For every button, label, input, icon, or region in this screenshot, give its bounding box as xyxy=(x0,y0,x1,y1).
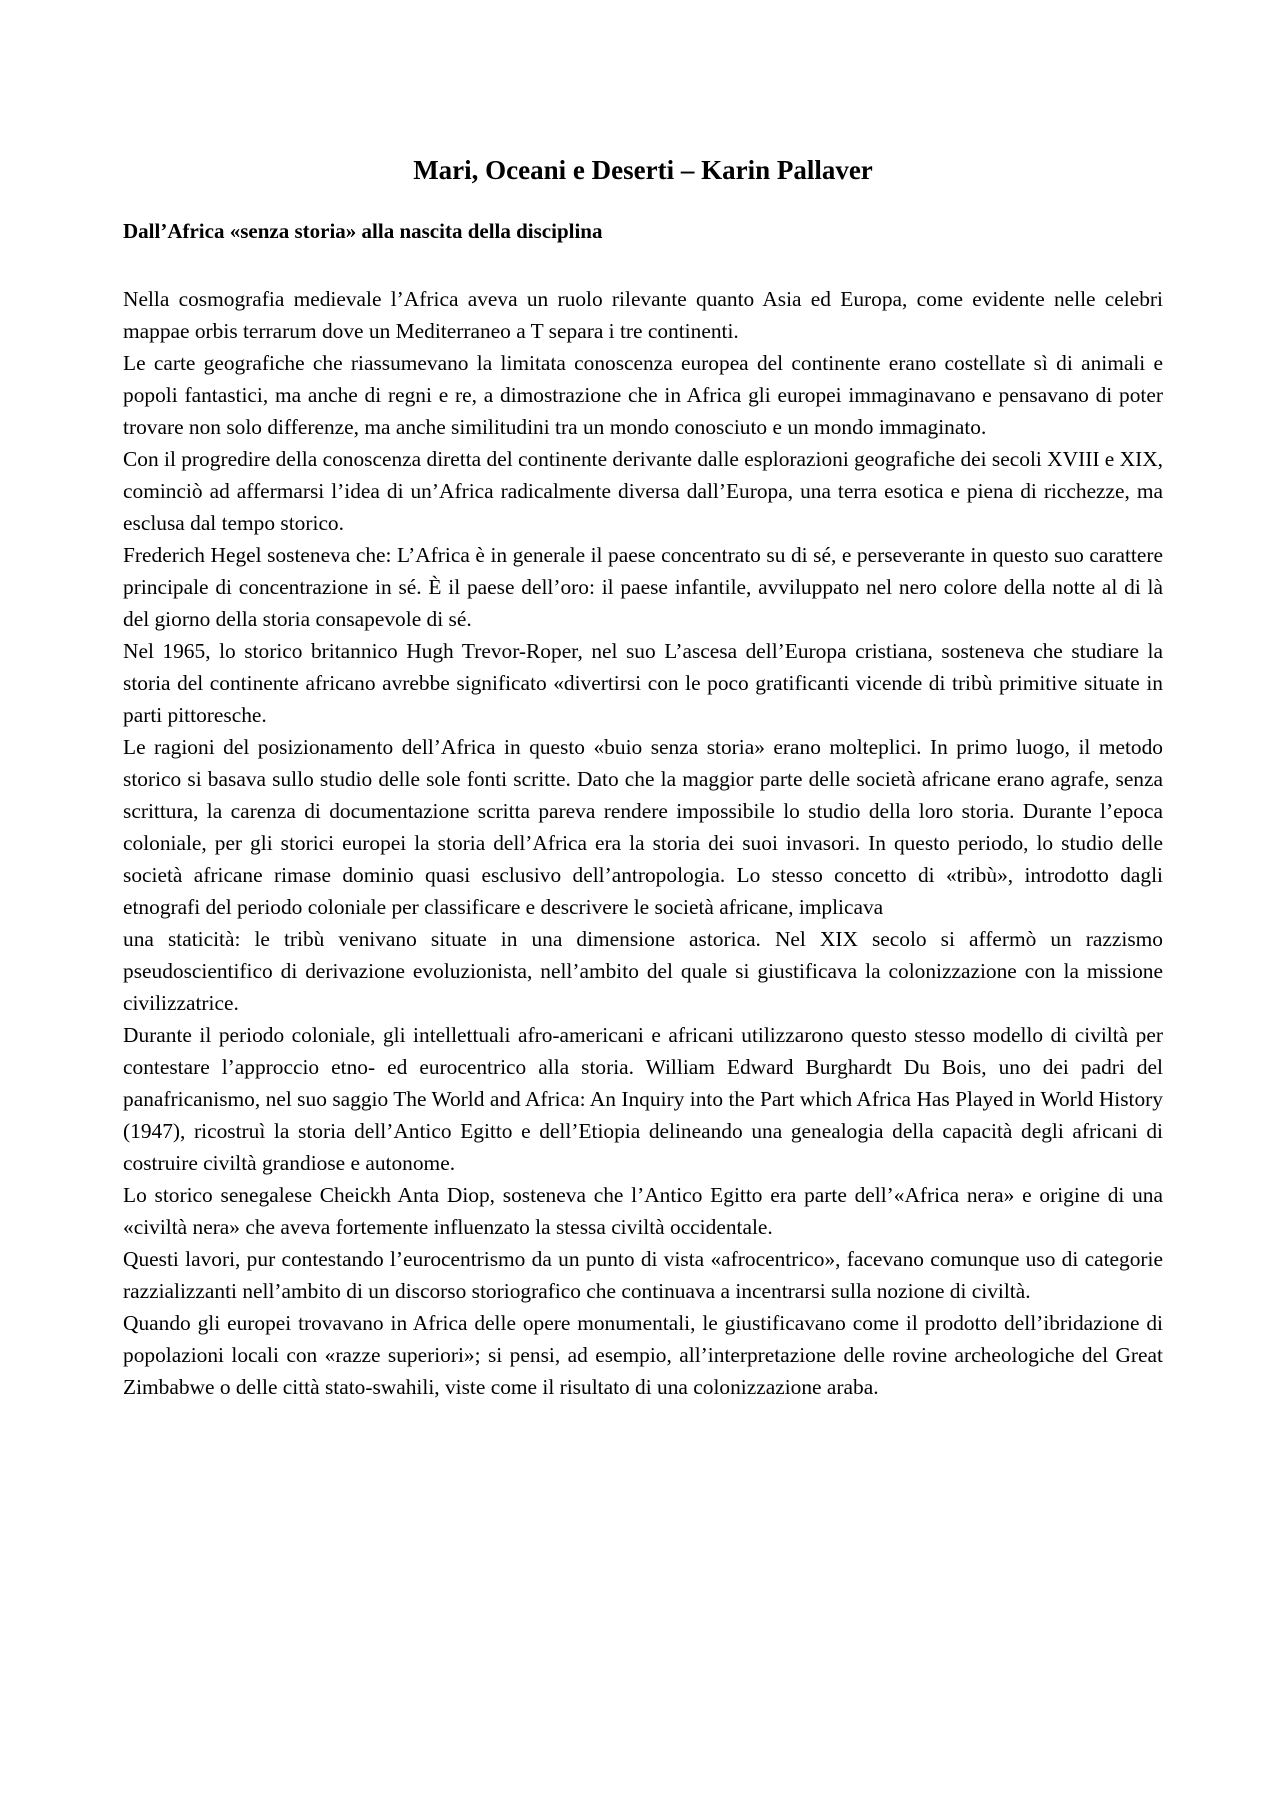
paragraph: Lo storico senegalese Cheickh Anta Diop, sosteneva che l’Antico Egitto era parte dell’«Africa nera» e origine di una «civiltà nera» che aveva fortemente influenzato la stessa civiltà occidentale. xyxy=(123,1183,1163,1239)
section-heading: Dall’Africa «senza storia» alla nascita della disciplina xyxy=(123,219,603,243)
paragraph: Con il progredire della conoscenza diretta del continente derivante dalle esplorazioni geografiche dei secoli XVIII e XIX, cominciò ad affermarsi l’idea di un’Africa radicalmente diversa dall’Europa, una terra esotica e piena di ricchezze, ma esclusa dal tempo storico. xyxy=(123,447,1163,535)
paragraph: Le ragioni del posizionamento dell’Africa in questo «buio senza storia» erano molteplici. In primo luogo, il metodo storico si basava sullo studio delle sole fonti scritte. Dato che la maggior parte delle società africane erano agrafe, senza scrittura, la carenza di documentazione scritta pareva rendere impossibile lo studio della loro storia. Durante l’epoca coloniale, per gli storici europei la storia dell’Africa era la storia dei suoi invasori. In questo periodo, lo studio delle società africane rimase dominio quasi esclusivo dell’antropologia. Lo stesso concetto di «tribù», introdotto dagli etnografi del periodo coloniale per classificare e descrivere le società africane, implicava xyxy=(123,735,1163,919)
body-text xyxy=(123,283,1163,1403)
document-page xyxy=(123,150,1163,1403)
paragraph: Nel 1965, lo storico britannico Hugh Trevor-Roper, nel suo L’ascesa dell’Europa cristiana, sosteneva che studiare la storia del continente africano avrebbe significato «divertirsi con le poco gratificanti vicende di tribù primitive situate in parti pittoresche. xyxy=(123,639,1163,727)
paragraph: Le carte geografiche che riassumevano la limitata conoscenza europea del continente erano costellate sì di animali e popoli fantastici, ma anche di regni e re, a dimostrazione che in Africa gli europei immaginavano e pensavano di poter trovare non solo differenze, ma anche similitudini tra un mondo conosciuto e un mondo immaginato. xyxy=(123,351,1163,439)
document-title: Mari, Oceani e Deserti – Karin Pallaver xyxy=(413,155,873,185)
paragraph: Frederich Hegel sosteneva che: L’Africa è in generale il paese concentrato su di sé, e perseverante in questo suo carattere principale di concentrazione in sé. È il paese dell’oro: il paese infantile, avviluppato nel nero colore della notte al di là del giorno della storia consapevole di sé. xyxy=(123,543,1163,631)
paragraph: Durante il periodo coloniale, gli intellettuali afro-americani e africani utilizzarono questo stesso modello di civiltà per contestare l’approccio etno- ed eurocentrico alla storia. William Edward Burghardt Du Bois, uno dei padri del panafricanismo, nel suo saggio The World and Africa: An Inquiry into the Part which Africa Has Played in World History (1947), ricostruì la storia dell’Antico Egitto e dell’Etiopia delineando una genealogia della capacità degli africani di costruire civiltà grandiose e autonome. xyxy=(123,1023,1163,1175)
paragraph: una staticità: le tribù venivano situate in una dimensione astorica. Nel XIX secolo si affermò un razzismo pseudoscientifico di derivazione evoluzionista, nell’ambito del quale si giustificava la colonizzazione con la missione civilizzatrice. xyxy=(123,927,1163,1015)
paragraph: Nella cosmografia medievale l’Africa aveva un ruolo rilevante quanto Asia ed Europa, come evidente nelle celebri mappae orbis terrarum dove un Mediterraneo a T separa i tre continenti. xyxy=(123,287,1163,343)
paragraph: Questi lavori, pur contestando l’eurocentrismo da un punto di vista «afrocentrico», facevano comunque uso di categorie razzializzanti nell’ambito di un discorso storiografico che continuava a incentrarsi sulla nozione di civiltà. xyxy=(123,1247,1163,1303)
paragraph: Quando gli europei trovavano in Africa delle opere monumentali, le giustificavano come il prodotto dell’ibridazione di popolazioni locali con «razze superiori»; si pensi, ad esempio, all’interpretazione delle rovine archeologiche del Great Zimbabwe o delle città stato-swahili, viste come il risultato di una colonizzazione araba. xyxy=(123,1311,1163,1399)
